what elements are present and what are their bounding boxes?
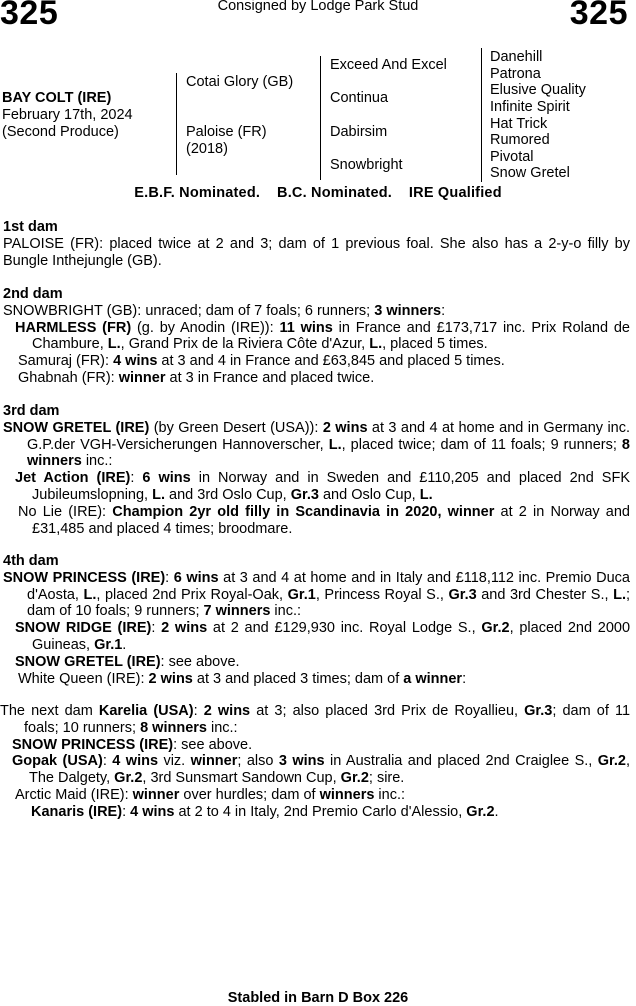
gen4-ancestor: Pivotal xyxy=(490,149,534,165)
dam-paragraph: The next dam Karelia (USA): 2 wins at 3; also placed 3rd Prix de Royallieu, Gr.3; dam of 11 foals; 10 runners; 8 winners inc.: xyxy=(0,703,631,736)
gen4-ancestor: Elusive Quality xyxy=(490,82,586,98)
dam-name: Paloise (FR) xyxy=(186,124,267,140)
dam-paragraph: SNOWBRIGHT (GB): unraced; dam of 7 foals; 6 runners; 3 winners: xyxy=(3,302,446,319)
gen4-ancestor: Rumored xyxy=(490,132,550,148)
progeny-entry: SNOW PRINCESS (IRE): see above. xyxy=(12,736,253,753)
section-heading: 4th dam xyxy=(3,553,59,569)
gen4-ancestor: Danehill xyxy=(490,49,543,65)
dam-dam-name: Snowbright xyxy=(330,157,403,173)
sire-sire-name: Exceed And Excel xyxy=(330,57,447,73)
progeny-entry: Gopak (USA): 4 wins viz. winner; also 3 wins in Australia and placed 2nd Craiglee S., Gr.2, The Dalgety, Gr.2, 3rd Sunsmart Sandown Cup, Gr.2; sire. xyxy=(12,753,631,787)
dam-paragraph: PALOISE (FR): placed twice at 2 and 3; dam of 1 previous foal. She also has a 2-y-o filly by Bungle Inthejungle (GB). xyxy=(3,235,630,269)
second-dam-section xyxy=(3,286,630,387)
progeny-entry: No Lie (IRE): Champion 2yr old filly in Scandinavia in 2020, winner at 2 in Norway and £31,485 and placed 4 times; broodmare. xyxy=(18,503,630,537)
sire-dam-name: Continua xyxy=(330,90,389,106)
pedigree-divider-1 xyxy=(176,73,177,175)
section-heading: 1st dam xyxy=(3,219,58,235)
gen4-ancestor: Infinite Spirit xyxy=(490,99,570,115)
progeny-entry: SNOW RIDGE (IRE): 2 wins at 2 and £129,930 inc. Royal Lodge S., Gr.2, placed 2nd 2000 Guineas, Gr.1. xyxy=(15,620,631,653)
nominations: E.B.F. Nominated. B.C. Nominated. IRE Qualified xyxy=(134,185,502,201)
section-heading: 3rd dam xyxy=(3,403,60,419)
lot-number-left: 325 xyxy=(0,0,59,32)
gen4-ancestor: Patrona xyxy=(490,66,541,82)
dam-sire-name: Dabirsim xyxy=(330,124,388,140)
progeny-entry: SNOW GRETEL (IRE): see above. xyxy=(15,653,240,670)
horse-name: BAY COLT (IRE) xyxy=(2,90,112,106)
sire-name: Cotai Glory (GB) xyxy=(186,74,294,90)
fourth-dam-section xyxy=(3,553,630,687)
dam-paragraph: SNOW PRINCESS (IRE): 6 wins at 3 and 4 at home and in Italy and £118,112 inc. Premio Duca d'Aosta, L., placed 2nd Prix Royal-Oak, Gr.1, Princess Royal S., Gr.3 and 3rd Chester S., L.; dam of 10 foals; 9 runners; 7 winners inc.: xyxy=(3,569,631,620)
foaling-date: February 17th, 2024 xyxy=(2,107,133,123)
first-dam-section xyxy=(3,219,630,269)
third-dam-section xyxy=(3,403,630,537)
pedigree-divider-2 xyxy=(320,56,321,180)
progeny-entry: White Queen (IRE): 2 wins at 3 and placed 3 times; dam of a winner: xyxy=(18,670,467,687)
dam-year: (2018) xyxy=(186,141,228,157)
progeny-entry: Kanaris (IRE): 4 wins at 2 to 4 in Italy, 2nd Premio Carlo d'Alessio, Gr.2. xyxy=(31,803,499,820)
gen4-ancestor: Snow Gretel xyxy=(490,165,570,181)
pedigree-divider-3 xyxy=(481,48,482,182)
dam-paragraph: SNOW GRETEL (IRE) (by Green Desert (USA)): 2 wins at 3 and 4 at home and in Germany inc. G.P.der VGH-Versicherungen Hannoverscher, L., placed twice; dam of 11 foals; 9 runners; 8 winners inc.: xyxy=(3,419,631,470)
progeny-entry: Samuraj (FR): 4 wins at 3 and 4 in France and £63,845 and placed 5 times. xyxy=(18,353,505,370)
section-heading: 2nd dam xyxy=(3,286,63,302)
progeny-entry: Arctic Maid (IRE): winner over hurdles; dam of winners inc.: xyxy=(15,786,406,803)
gen4-ancestor: Hat Trick xyxy=(490,116,548,132)
lot-number-right: 325 xyxy=(569,0,628,32)
progeny-entry: HARMLESS (FR) (g. by Anodin (IRE)): 11 wins in France and £173,717 inc. Prix Roland de Chambure, L., Grand Prix de la Riviera Côte d'Azur, L., placed 5 times. xyxy=(15,319,630,353)
progeny-entry: Jet Action (IRE): 6 wins in Norway and in Sweden and £110,205 and placed 2nd SFK Jubileumslopning, L. and 3rd Oslo Cup, Gr.3 and Oslo Cup, L. xyxy=(15,470,631,503)
stabling-location: Stabled in Barn D Box 226 xyxy=(227,990,409,1006)
produce-note: (Second Produce) xyxy=(2,124,119,140)
consignor: Consigned by Lodge Park Stud xyxy=(217,0,419,14)
progeny-entry: Ghabnah (FR): winner at 3 in France and placed twice. xyxy=(18,369,375,386)
next-dam-section xyxy=(0,703,630,821)
